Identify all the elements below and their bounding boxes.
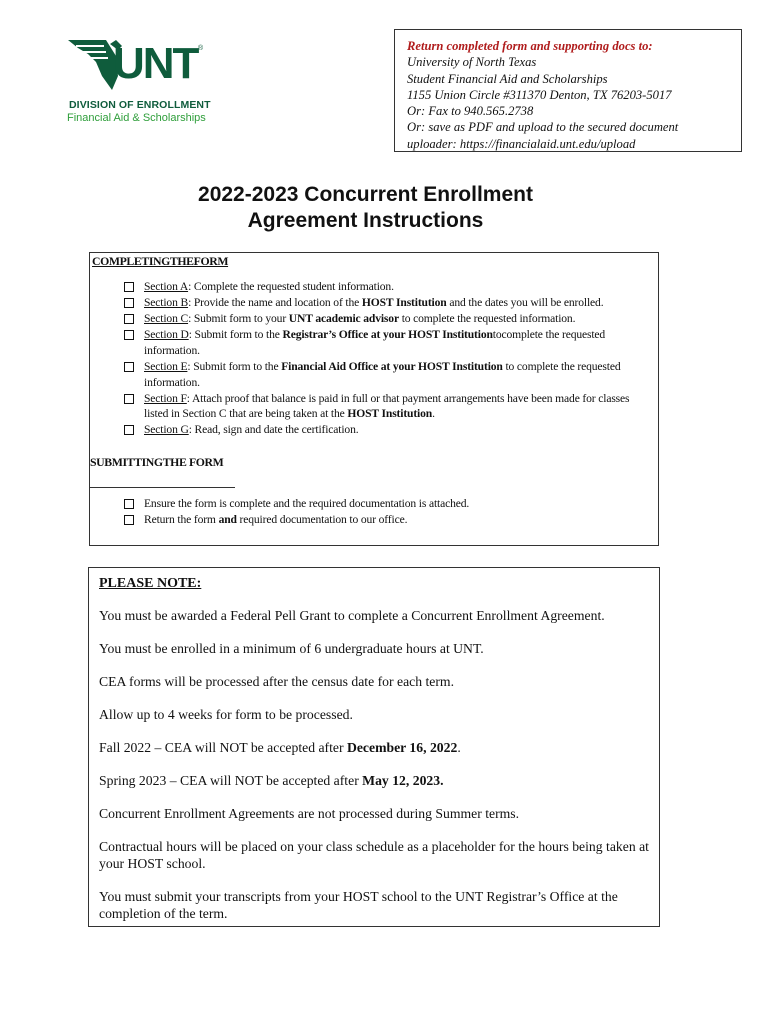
item-text: to complete the requested information. — [144, 359, 621, 389]
return-line: University of North Texas — [407, 55, 537, 70]
note-paragraph: You must submit your transcripts from your HOST school to the UNT Registrar’s Office at the completion of the term. — [99, 889, 618, 921]
item-text: : Read, sign and date the certification. — [188, 423, 359, 437]
divider — [90, 487, 235, 488]
item-bold: HOST Institution — [361, 296, 447, 310]
item-text: : Attach proof that balance is paid in full or that payment arrangements have been made for classes listed in Section C that are being taken at the — [144, 391, 630, 421]
section-label: Section A — [144, 280, 189, 293]
return-line: Or: save as PDF and upload to the secured document — [407, 120, 679, 135]
section-label: Section B — [144, 296, 189, 310]
list-item — [124, 422, 654, 438]
unt-logo — [66, 36, 236, 128]
item-bold: and — [218, 513, 237, 527]
department-label: Financial Aid & Scholarships — [67, 112, 206, 124]
checkbox-icon — [124, 298, 134, 308]
checkbox-icon — [124, 425, 134, 435]
title-line-2: Agreement Instructions — [247, 209, 484, 232]
checkbox-icon — [124, 499, 134, 509]
return-instructions-box — [394, 29, 742, 152]
list-item — [124, 311, 654, 327]
note-paragraph — [99, 739, 649, 756]
submitting-heading: SUBMITTINGTHE FORM — [90, 455, 224, 469]
completing-heading: COMPLETINGTHEFORM — [92, 254, 229, 268]
section-label: Section C — [144, 312, 189, 326]
item-text: : Submit form to the — [188, 328, 283, 342]
list-item — [124, 327, 654, 358]
checkbox-icon — [124, 330, 134, 340]
trademark: ® — [198, 45, 204, 52]
eagle-icon — [66, 36, 206, 94]
note-paragraph: Contractual hours will be placed on your class schedule as a placeholder for the hours being taken at your HOST school. — [99, 839, 649, 871]
checkbox-icon — [124, 314, 134, 324]
note-text: Spring 2023 – CEA will NOT be accepted after — [99, 773, 363, 788]
note-date: May 12, 2023. — [362, 773, 444, 788]
item-text: : Submit form to the — [187, 359, 282, 373]
note-paragraph: Allow up to 4 weeks for form to be processed. — [99, 707, 353, 722]
page-title — [90, 182, 641, 234]
item-text: Return the form — [144, 513, 219, 527]
note-paragraph: Concurrent Enrollment Agreements are not processed during Summer terms. — [99, 806, 520, 821]
note-heading: PLEASE NOTE: — [99, 576, 202, 591]
list-item — [124, 512, 654, 528]
list-item — [124, 496, 654, 512]
note-paragraph: CEA forms will be processed after the census date for each term. — [99, 674, 454, 689]
list-item — [124, 359, 654, 390]
note-date: December 16, 2022 — [346, 740, 458, 755]
please-note-box — [88, 567, 660, 927]
completing-list — [124, 279, 654, 438]
division-label: DIVISION OF ENROLLMENT — [69, 99, 211, 111]
item-text: Ensure the form is complete and the required documentation is attached. — [144, 497, 470, 510]
return-line: 1155 Union Circle #311370 Denton, TX 76203-5017 — [407, 87, 672, 102]
return-line: Or: Fax to 940.565.2738 — [407, 104, 534, 119]
list-item — [124, 295, 654, 311]
note-paragraph: You must be enrolled in a minimum of 6 undergraduate hours at UNT. — [99, 641, 484, 656]
item-text: . — [432, 407, 435, 421]
item-text: : Complete the requested student information. — [188, 280, 394, 293]
item-bold: HOST Institution — [347, 407, 433, 421]
checkbox-icon — [124, 282, 134, 292]
checkbox-icon — [124, 394, 134, 404]
item-text: : Submit form to your — [188, 312, 289, 326]
note-text: Fall 2022 – CEA will NOT be accepted after — [99, 740, 347, 755]
item-text: : Provide the name and location of the — [188, 296, 362, 310]
item-text: and the dates you will be enrolled. — [446, 296, 604, 310]
item-text: tocomplete the requested information. — [144, 328, 606, 357]
return-line: uploader: https://financialaid.unt.edu/upload — [407, 136, 636, 151]
checkbox-icon — [124, 362, 134, 372]
instructions-box — [89, 252, 659, 546]
note-paragraph: You must be awarded a Federal Pell Grant to complete a Concurrent Enrollment Agreement. — [99, 608, 605, 623]
list-item — [124, 279, 654, 295]
title-line-1: 2022-2023 Concurrent Enrollment — [198, 183, 533, 206]
item-text: required documentation to our office. — [236, 513, 408, 527]
item-text: to complete the requested information. — [398, 312, 576, 326]
list-item — [124, 391, 654, 422]
note-text: . — [457, 740, 461, 755]
item-bold: Financial Aid Office at your HOST Institution — [281, 359, 503, 373]
checkbox-icon — [124, 515, 134, 525]
section-label: Section F — [144, 391, 187, 405]
item-bold: UNT academic advisor — [288, 312, 399, 326]
section-label: Section D — [144, 328, 189, 342]
submitting-list — [124, 496, 654, 528]
return-title: Return completed form and supporting docs to: — [407, 39, 653, 53]
note-paragraph — [99, 772, 649, 789]
section-label: Section G — [144, 423, 189, 437]
item-bold: Registrar’s Office at your HOST Institution — [282, 328, 493, 342]
return-line: Student Financial Aid and Scholarships — [407, 71, 608, 86]
wordmark: UNT — [113, 39, 198, 88]
section-label: Section E — [144, 359, 188, 373]
